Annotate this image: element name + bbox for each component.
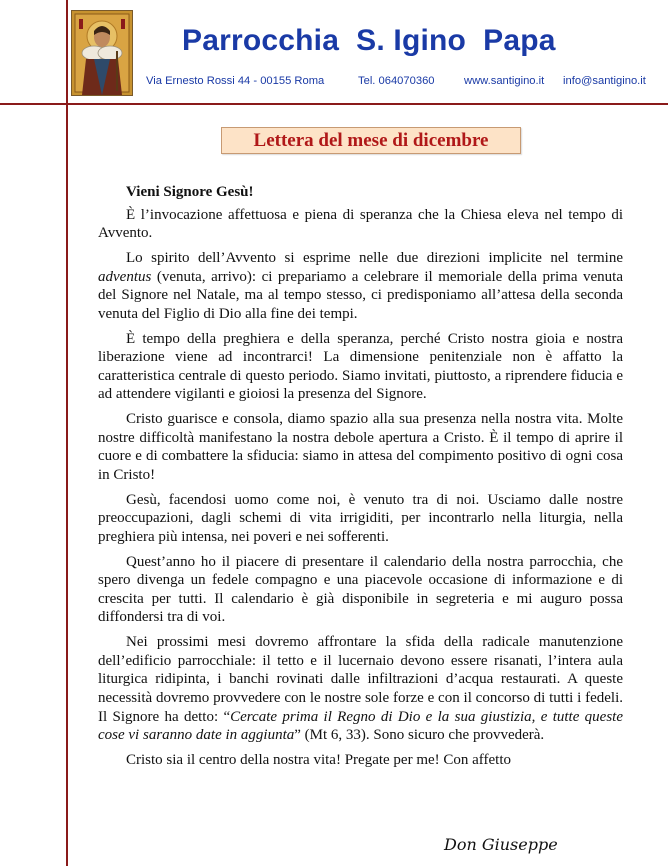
gospel-quote: Cercate prima il Regno di Dio e la sua giustizia, e tutte queste cose vi saranno date in aggiunta	[98, 708, 623, 744]
address-text: Via Ernesto Rossi 44 - 00155 Roma	[146, 75, 325, 87]
paragraph-4: Cristo guarisce e consola, diamo spazio alla sua presenza nella nostra vita. Molte nostre difficoltà manifestano la nostra debole apertura a Cristo. È il tempo di aprire il cuore e di combattere la sfiducia: siamo in attesa del compimento positivo di ogni cosa in Cristo!	[98, 411, 623, 483]
paragraph-2: Lo spirito dell’Avvento si esprime nelle due direzioni implicite nel termine adventus (venuta, arrivo): ci prepariamo a celebrare il memoriale della prima venuta del Signore nel Natale, ma al tempo stesso, ci predisponiamo all’attesa della seconda venuta del Figlio di Dio alla fine dei tempi.	[98, 249, 623, 322]
website-link[interactable]: www.santigino.it	[464, 75, 545, 87]
parish-title: Parrocchia S. Igino Papa	[182, 24, 556, 57]
adventus-term: adventus	[98, 268, 152, 285]
header-divider	[0, 103, 668, 105]
phone-text: Tel. 064070360	[358, 75, 435, 87]
paragraph-6: Quest’anno ho il piacere di presentare il calendario della nostra parrocchia, che spero divenga un fedele compagno e una piacevole occasione di informazione e di crescita per tutti. Il calendario è già disponibile in segreteria e mi auguro possa diffondersi tra di voi.	[98, 553, 623, 626]
letter-body	[98, 183, 623, 776]
good-shepherd-icon	[71, 10, 133, 96]
signature: Don Giuseppe	[444, 835, 558, 854]
paragraph-1: È l’invocazione affettuosa e piena di speranza che la Chiesa eleva nel tempo di Avvento.	[98, 206, 623, 242]
paragraph-3: È tempo della preghiera e della speranza, perché Cristo nostra gioia e nostra liberazione viene ad incontrarci! La dimensione penitenziale non è affatto la caratteristica centrale di questo periodo. Siamo invitati, piuttosto, a riprendere fiducia e ad attendere vigilanti e gioiosi la presenza del Signore.	[98, 330, 623, 403]
email-link[interactable]: info@santigino.it	[563, 75, 646, 87]
paragraph-5: Gesù, facendosi uomo come noi, è venuto tra di noi. Usciamo dalle nostre preoccupazioni, dagli schemi di vita irrigiditi, per incontrarlo nella liturgia, nella preghiera più intensa, nei poveri e nei sofferenti.	[98, 491, 623, 545]
paragraph-7: Nei prossimi mesi dovremo affrontare la sfida della radicale manutenzione dell’edificio parrocchiale: il tetto e il lucernaio devono essere risanati, l’intera aula liturgica ridipinta, i banchi rovinati dalle infiltrazioni d’acqua restaurati. A queste necessità dovremo provvedere con le nostre sole forze e con il concorso di tutti i fedeli. Il Signore ha detto: “Cercate prima il Regno di Dio e la sua giustizia, e tutte queste cose vi saranno date in aggiunta” (Mt 6, 33). Sono sicuro che provvederà.	[98, 634, 623, 744]
letter-title-banner: Lettera del mese di dicembre	[221, 127, 521, 154]
left-margin-rule	[66, 0, 68, 866]
contact-line	[146, 75, 664, 87]
letter-salutation: Vieni Signore Gesù!	[126, 184, 254, 200]
paragraph-8: Cristo sia il centro della nostra vita! Pregate per me! Con affetto	[126, 751, 512, 768]
